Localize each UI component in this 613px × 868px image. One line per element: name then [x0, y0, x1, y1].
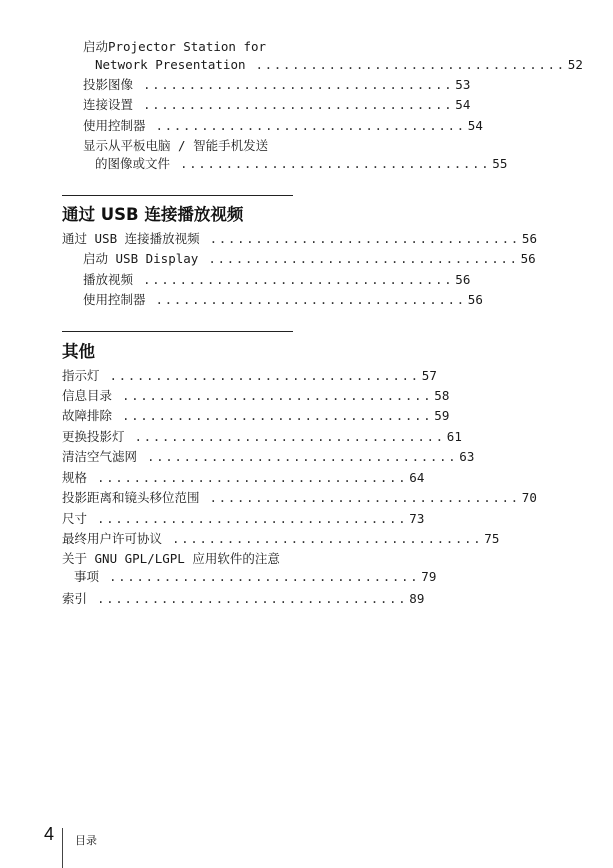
toc-entry-label: 通过 USB 连接播放视频 [62, 231, 200, 246]
leader-dots: .................................. [172, 531, 483, 546]
leader-dots: .................................. [209, 231, 520, 246]
toc-entry-label: 清洁空气滤网 [62, 449, 138, 464]
toc-entry-label: Network Presentation [95, 57, 246, 72]
leader-dots: .................................. [97, 511, 408, 526]
section-title-other: 其他 [62, 342, 95, 361]
section-divider [62, 195, 293, 196]
toc-entry[interactable] [62, 407, 450, 425]
leader-dots: .................................. [109, 569, 420, 584]
toc-entry[interactable] [74, 568, 437, 586]
leader-dots: .................................. [122, 388, 433, 403]
leader-dots: .................................. [155, 292, 466, 307]
leader-dots: .................................. [109, 368, 420, 383]
page-number: 4 [44, 824, 55, 844]
toc-page-number: 61 [446, 429, 462, 444]
toc-page-number: 64 [409, 470, 425, 485]
toc-entry-label: 故障排除 [62, 408, 113, 423]
toc-entry[interactable] [83, 271, 471, 289]
footer-divider [62, 828, 63, 868]
toc-entry[interactable] [83, 76, 471, 94]
leader-dots: .................................. [143, 97, 454, 112]
toc-entry[interactable] [95, 56, 583, 74]
toc-entry[interactable] [62, 230, 537, 248]
toc-page-number: 75 [484, 531, 500, 546]
toc-page-number: 52 [567, 57, 583, 72]
leader-dots: .................................. [255, 57, 566, 72]
leader-dots: .................................. [180, 156, 491, 171]
toc-entry[interactable] [62, 448, 475, 466]
leader-dots: .................................. [134, 429, 445, 444]
toc-page-number: 58 [434, 388, 450, 403]
toc-entry-label: 索引 [62, 591, 88, 606]
toc-entry[interactable] [62, 387, 450, 405]
toc-entry-label: 的图像或文件 [95, 156, 171, 171]
toc-entry[interactable] [62, 510, 425, 528]
toc-entry-label: 播放视频 [83, 272, 134, 287]
toc-entry[interactable] [62, 590, 425, 608]
toc-page-number: 63 [459, 449, 475, 464]
toc-entry-label: 启动 USB Display [83, 251, 199, 266]
footer-section-label: 目录 [75, 834, 97, 847]
toc-entry-label: 连接设置 [83, 97, 134, 112]
toc-entry[interactable] [62, 367, 437, 385]
toc-page-number: 56 [520, 251, 536, 266]
toc-page-number: 54 [455, 97, 471, 112]
toc-entry[interactable] [62, 489, 537, 507]
toc-entry-label: 启动Projector Station for [83, 39, 267, 54]
leader-dots: .................................. [147, 449, 458, 464]
toc-page-number: 56 [455, 272, 471, 287]
toc-page-number: 56 [467, 292, 483, 307]
toc-page-number: 73 [409, 511, 425, 526]
toc-entry-label: 最终用户许可协议 [62, 531, 163, 546]
toc-entry-label: 规格 [62, 470, 88, 485]
toc-entry-label: 使用控制器 [83, 118, 146, 133]
toc-page-number: 89 [409, 591, 425, 606]
toc-entry[interactable] [83, 96, 471, 114]
toc-entry[interactable] [62, 530, 500, 548]
leader-dots: .................................. [155, 118, 466, 133]
toc-page-number: 53 [455, 77, 471, 92]
toc-page-number: 55 [492, 156, 508, 171]
toc-entry-label: 关于 GNU GPL/LGPL 应用软件的注意 [62, 551, 280, 566]
toc-entry[interactable] [62, 469, 425, 487]
toc-page-number: 59 [434, 408, 450, 423]
toc-entry[interactable] [83, 291, 483, 309]
toc-entry-label: 更换投影灯 [62, 429, 125, 444]
leader-dots: .................................. [97, 591, 408, 606]
toc-entry-label: 投影距离和镜头移位范围 [62, 490, 200, 505]
toc-entry[interactable] [62, 428, 462, 446]
section-title-usb: 通过 USB 连接播放视频 [62, 205, 244, 224]
toc-page-number: 57 [421, 368, 437, 383]
leader-dots: .................................. [97, 470, 408, 485]
toc-page-number: 54 [467, 118, 483, 133]
leader-dots: .................................. [143, 77, 454, 92]
toc-entry-label: 投影图像 [83, 77, 134, 92]
toc-entry-label: 事项 [74, 569, 100, 584]
toc-page-number: 79 [421, 569, 437, 584]
toc-entry-label: 指示灯 [62, 368, 100, 383]
toc-page-number: 56 [521, 231, 537, 246]
toc-entry-label: 使用控制器 [83, 292, 146, 307]
toc-entry-label: 显示从平板电脑 / 智能手机发送 [83, 138, 269, 153]
leader-dots: .................................. [208, 251, 519, 266]
toc-entry[interactable] [95, 155, 508, 173]
leader-dots: .................................. [209, 490, 520, 505]
toc-entry-label: 信息目录 [62, 388, 113, 403]
toc-page-number: 70 [521, 490, 537, 505]
toc-entry[interactable] [83, 250, 536, 268]
leader-dots: .................................. [143, 272, 454, 287]
leader-dots: .................................. [122, 408, 433, 423]
toc-entry-label: 尺寸 [62, 511, 88, 526]
section-divider [62, 331, 293, 332]
toc-entry[interactable] [83, 117, 483, 135]
